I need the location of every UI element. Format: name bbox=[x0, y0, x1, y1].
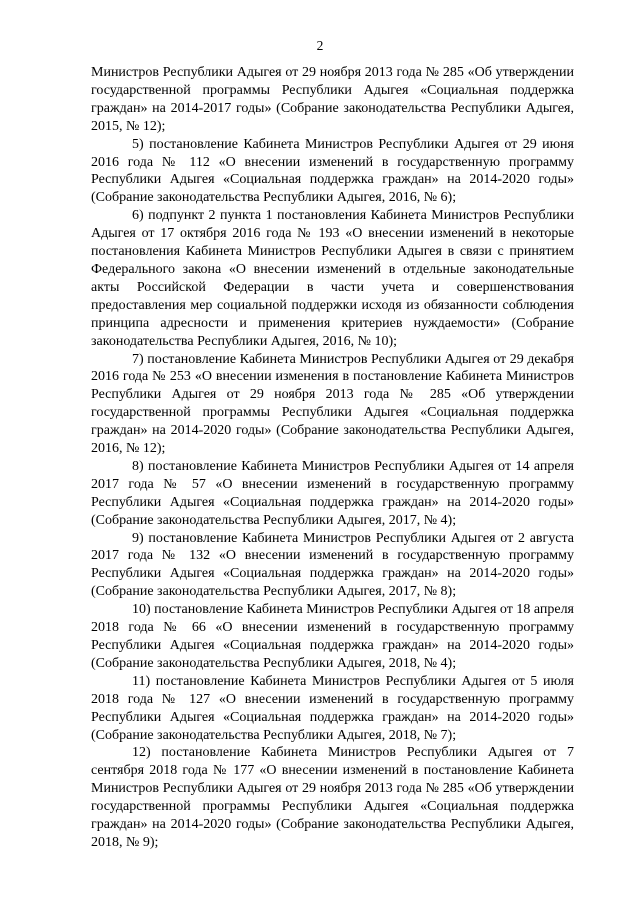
list-item-6: 6) подпункт 2 пункта 1 постановления Кабинета Министров Республики Адыгея от 17 октября 2016 года № 193 «О внесении изменений в некоторые постановления Кабинета Министров Республики Адыгея в связи с принятием Федерального закона «О внесении изменений в отдельные законодательные акты Российской Федерации в части учета и совершенствования предоставления мер социальной поддержки исходя из обязанности соблюдения принципа адресности и применения критериев нуждаемости» (Собрание законодательства Республики Адыгея, 2016, № 10); bbox=[91, 208, 574, 349]
list-item-8: 8) постановление Кабинета Министров Республики Адыгея от 14 апреля 2017 года № 57 «О внесении изменений в государственную программу Республики Адыгея «Социальная поддержка граждан» на 2014-2020 годы» (Собрание законодательства Республики Адыгея, 2017, № 4); bbox=[91, 458, 574, 528]
page-number: 2 bbox=[316, 38, 324, 53]
list-item-7: 7) постановление Кабинета Министров Республики Адыгея от 29 декабря 2016 года № 253 «О внесении изменения в постановление Кабинета Министров Республики Адыгея от 29 ноября 2013 года № 285 «Об утверждении государственной программы Республики Адыгея «Социальная поддержка граждан» на 2014-2020 годы» (Собрание законодательства Республики Адыгея, 2016, № 12); bbox=[91, 351, 574, 457]
list-item-12: 12) постановление Кабинета Министров Республики Адыгея от 7 сентября 2018 года № 177 «О внесении изменений в постановление Кабинета Министров Республики Адыгея от 29 ноября 2013 года № 285 «Об утверждении государственной программы Республики Адыгея «Социальная поддержка граждан» на 2014-2020 годы» (Собрание законодательства Республики Адыгея, 2018, № 9); bbox=[91, 745, 574, 850]
document-body bbox=[91, 64, 574, 852]
list-item-5: 5) постановление Кабинета Министров Республики Адыгея от 29 июня 2016 года № 112 «О внесении изменений в государственную программу Республики Адыгея «Социальная поддержка граждан» на 2014-2020 годы» (Собрание законодательства Республики Адыгея, 2016, № 6); bbox=[91, 136, 574, 206]
list-item-9: 9) постановление Кабинета Министров Республики Адыгея от 2 августа 2017 года № 132 «О внесении изменений в государственную программу Республики Адыгея «Социальная поддержка граждан» на 2014-2020 годы» (Собрание законодательства Республики Адыгея, 2017, № 8); bbox=[91, 530, 574, 600]
list-item-10: 10) постановление Кабинета Министров Республики Адыгея от 18 апреля 2018 года № 66 «О внесении изменений в государственную программу Республики Адыгея «Социальная поддержка граждан» на 2014-2020 годы» (Собрание законодательства Республики Адыгея, 2018, № 4); bbox=[91, 602, 574, 671]
list-item-11: 11) постановление Кабинета Министров Республики Адыгея от 5 июля 2018 года № 127 «О внесении изменений в государственную программу Республики Адыгея «Социальная поддержка граждан» на 2014-2020 годы» (Собрание законодательства Республики Адыгея, 2018, № 7); bbox=[91, 673, 574, 743]
paragraph-continuation: Министров Республики Адыгея от 29 ноября 2013 года № 285 «Об утверждении государственной программы Республики Адыгея «Социальная поддержка граждан» на 2014-2017 годы» (Собрание законодательства Республики Адыгея, 2015, № 12); bbox=[91, 65, 574, 134]
